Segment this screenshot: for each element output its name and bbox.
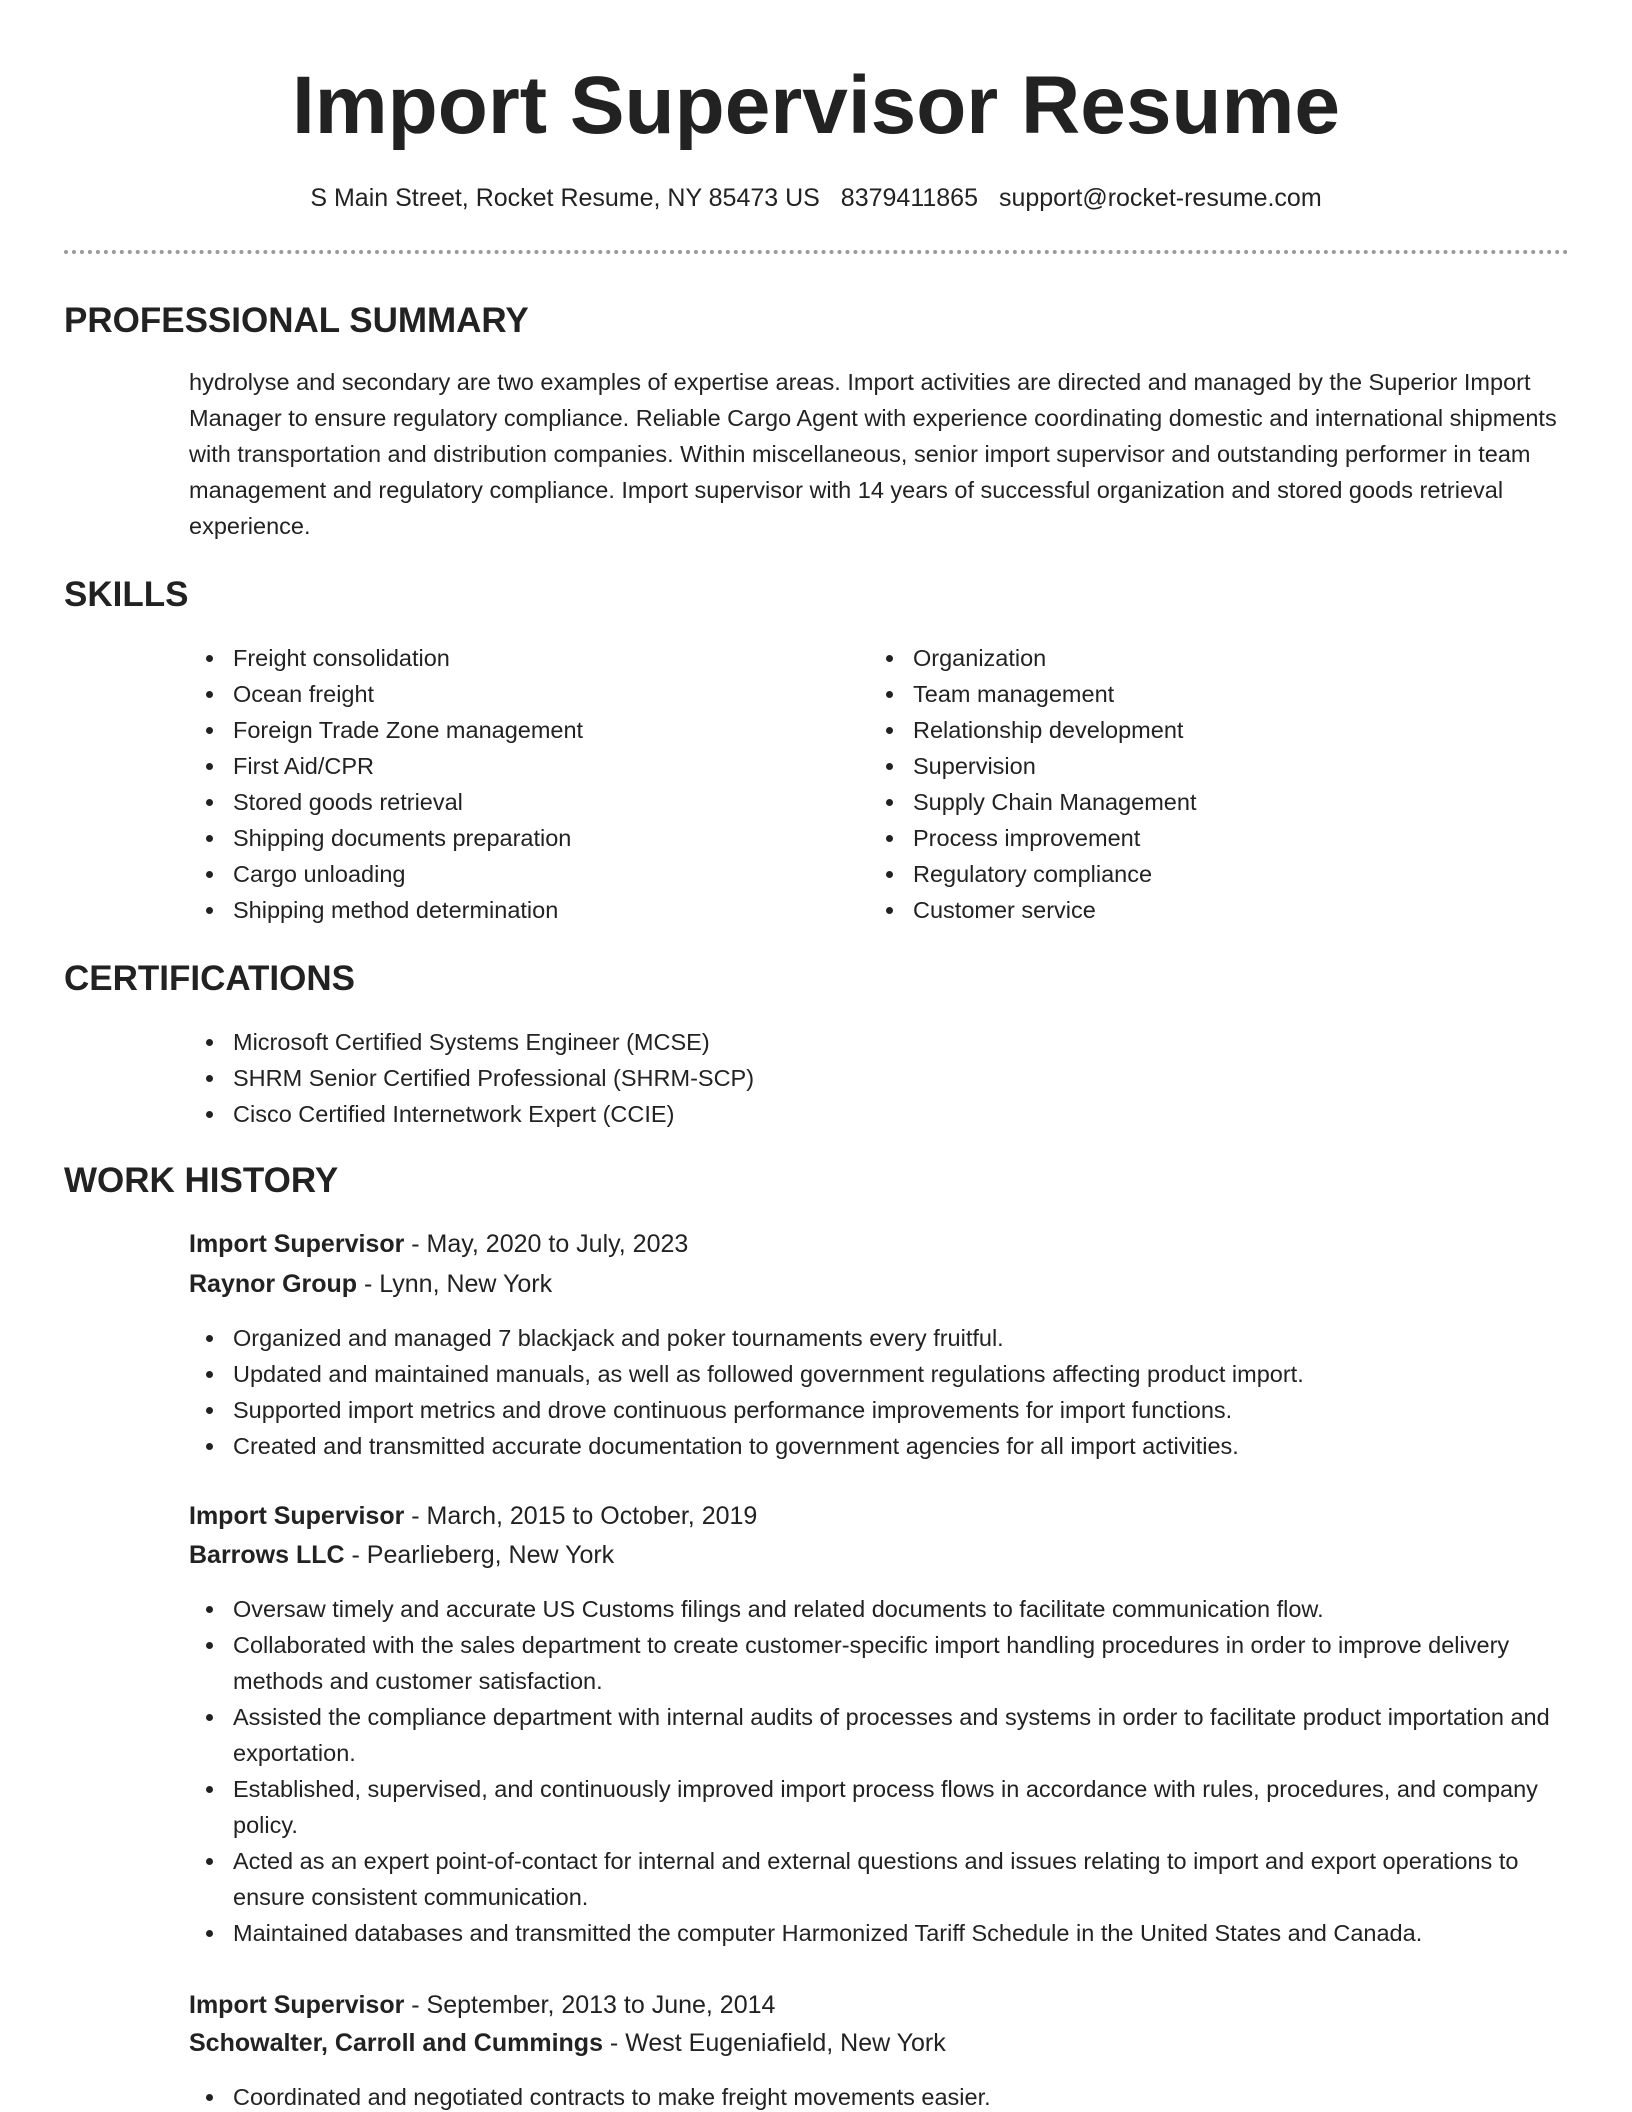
list-item: Updated and maintained manuals, as well as followed government regulations affecting product import. (189, 1356, 1559, 1392)
list-item: Created and transmitted accurate documentation to government agencies for all import activities. (189, 1428, 1559, 1464)
summary-heading: PROFESSIONAL SUMMARY (64, 301, 529, 340)
job-company: Schowalter, Carroll and Cummings (189, 2029, 603, 2057)
job-company: Barrows LLC (189, 1541, 345, 1569)
list-item: Acted as an expert point-of-contact for internal and external questions and issues relating to import and export operations to ensure consistent communication. (189, 1843, 1559, 1915)
contact-phone: 8379411865 (840, 184, 978, 212)
list-item: Cargo unloading (189, 856, 829, 892)
list-item: Assisted the compliance department with internal audits of processes and systems in order to facilitate product importation and exportation. (189, 1699, 1559, 1771)
job-title-line (189, 1987, 775, 2023)
list-item: SHRM Senior Certified Professional (SHRM-SCP) (189, 1060, 1559, 1096)
list-item: Coordinated and negotiated contracts to make freight movements easier. (189, 2079, 1559, 2112)
skills-heading: SKILLS (64, 575, 189, 614)
list-item: Process improvement (869, 820, 1509, 856)
list-item: Maintained databases and transmitted the computer Harmonized Tariff Schedule in the United States and Canada. (189, 1915, 1559, 1951)
certifications-heading: CERTIFICATIONS (64, 959, 356, 998)
list-item: Collaborated with the sales department to create customer-specific import handling procedures in order to improve delivery methods and customer satisfaction. (189, 1627, 1559, 1699)
list-item: Microsoft Certified Systems Engineer (MCSE) (189, 1024, 1559, 1060)
skills-list-left (189, 640, 829, 928)
list-item: Organization (869, 640, 1509, 676)
job-dates: - May, 2020 to July, 2023 (404, 1230, 689, 1258)
job-location: - Lynn, New York (357, 1270, 553, 1298)
list-item: Shipping method determination (189, 892, 829, 928)
job-company: Raynor Group (189, 1270, 358, 1298)
list-item: Supervision (869, 748, 1509, 784)
list-item: Shipping documents preparation (189, 820, 829, 856)
list-item: Freight consolidation (189, 640, 829, 676)
job-company-line (189, 1266, 552, 1302)
list-item: Team management (869, 676, 1509, 712)
contact-line (0, 180, 1632, 216)
job-bullets (189, 1591, 1559, 1951)
skills-list-right (869, 640, 1509, 928)
list-item: Relationship development (869, 712, 1509, 748)
certifications-list (189, 1024, 1559, 1132)
job-title-line (189, 1498, 757, 1534)
list-item: Supply Chain Management (869, 784, 1509, 820)
list-item: Foreign Trade Zone management (189, 712, 829, 748)
job-company-line (189, 1537, 614, 1573)
list-item: Cisco Certified Internetwork Expert (CCIE) (189, 1096, 1559, 1132)
list-item: First Aid/CPR (189, 748, 829, 784)
list-item: Established, supervised, and continuously improved import process flows in accordance with rules, procedures, and company policy. (189, 1771, 1559, 1843)
job-bullets (189, 1320, 1559, 1464)
list-item: Ocean freight (189, 676, 829, 712)
list-item: Supported import metrics and drove continuous performance improvements for import functions. (189, 1392, 1559, 1428)
contact-email: support@rocket-resume.com (998, 184, 1322, 212)
job-dates: - September, 2013 to June, 2014 (404, 1991, 776, 2019)
work-history-heading: WORK HISTORY (64, 1161, 339, 1200)
header-divider (64, 250, 1569, 254)
job-title: Import Supervisor (189, 1230, 405, 1258)
job-location: - Pearlieberg, New York (344, 1541, 615, 1569)
job-dates: - March, 2015 to October, 2019 (404, 1502, 758, 1530)
job-company-line (189, 2025, 946, 2061)
list-item: Customer service (869, 892, 1509, 928)
contact-address: S Main Street, Rocket Resume, NY 85473 US (310, 184, 820, 212)
job-location: - West Eugeniafield, New York (602, 2029, 946, 2057)
summary-text: hydrolyse and secondary are two examples of expertise areas. Import activities are directed and managed by the Superior Import Manager to ensure regulatory compliance. Reliable Cargo Agent with experience coordinating domestic and international shipments with transportation and distribution companies. Within miscellaneous, senior import supervisor and outstanding performer in team management and regulatory compliance. Import supervisor with 14 years of successful organization and stored goods retrieval experience. (189, 369, 1557, 539)
job-bullets (189, 2079, 1559, 2112)
job-title-line (189, 1226, 688, 1262)
page-title: Import Supervisor Resume (291, 60, 1341, 151)
list-item: Organized and managed 7 blackjack and poker tournaments every fruitful. (189, 1320, 1559, 1356)
job-title: Import Supervisor (189, 1991, 405, 2019)
job-title: Import Supervisor (189, 1502, 405, 1530)
list-item: Stored goods retrieval (189, 784, 829, 820)
list-item: Oversaw timely and accurate US Customs filings and related documents to facilitate communication flow. (189, 1591, 1559, 1627)
list-item: Regulatory compliance (869, 856, 1509, 892)
